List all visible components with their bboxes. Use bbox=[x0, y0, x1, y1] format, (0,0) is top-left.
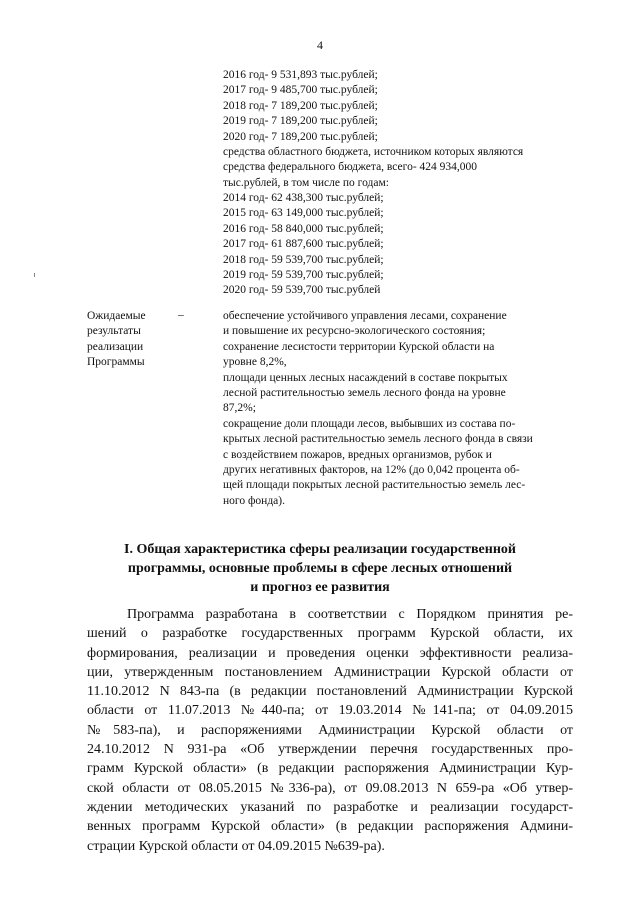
results-line: крытых лесной растительностью земель лесного фонда в связи bbox=[223, 433, 533, 446]
results-line: обеспечение устойчивого управления лесами, сохранение bbox=[223, 310, 507, 322]
heading-line: программы, основные проблемы в сфере лесных отношений bbox=[127, 561, 513, 576]
funding-line: 2017 год- 61 887,600 тыс.рублей; bbox=[223, 238, 384, 251]
funding-line: 2018 год- 7 189,200 тыс.рублей; bbox=[223, 99, 378, 112]
body-paragraph bbox=[87, 605, 573, 856]
results-line: площади ценных лесных насаждений в составе покрытых bbox=[223, 371, 508, 384]
intro-line: тыс.рублей, в том числе по годам: bbox=[223, 176, 389, 189]
funding-federal-list bbox=[223, 68, 579, 145]
body-line: ции, утвержденным постановлением Администрации Курской области от bbox=[87, 664, 573, 680]
body-line: венных программ Курской области» (в редакции распоряжения Админи- bbox=[87, 819, 573, 835]
funding-line: 2014 год- 62 438,300 тыс.рублей; bbox=[223, 192, 384, 204]
funding-line: 2020 год- 7 189,200 тыс.рублей; bbox=[223, 130, 378, 143]
results-line: сохранение лесистости территории Курской области на bbox=[223, 340, 495, 353]
funding-line: 2019 год- 7 189,200 тыс.рублей; bbox=[223, 115, 378, 128]
funding-line: 2019 год- 59 539,700 тыс.рублей; bbox=[223, 268, 384, 281]
heading-line: и прогноз ее развития bbox=[250, 580, 390, 595]
results-line: лесной растительностью земель лесного фонда на уровне bbox=[223, 386, 506, 399]
margin-mark bbox=[34, 273, 35, 277]
funding-line: 2015 год- 63 149,000 тыс.рублей; bbox=[223, 207, 384, 220]
body-line: шений о разработке государственных программ Курской области, их bbox=[87, 626, 573, 642]
body-line: 24.10.2012 N 931-ра «Об утверждении перечня государственных про- bbox=[87, 742, 573, 758]
results-dash: – bbox=[178, 309, 184, 321]
results-line: ного фонда). bbox=[223, 494, 285, 507]
results-line: 87,2%; bbox=[223, 402, 256, 415]
body-line: страции Курской области от 04.09.2015 №639-ра). bbox=[87, 838, 385, 854]
funding-line: 2020 год- 59 539,700 тыс.рублей bbox=[223, 284, 381, 297]
body-line: Программа разработана в соответствии с Порядком принятия ре- bbox=[127, 607, 573, 622]
body-line: грамм Курской области» (в редакции распоряжения Администрации Кур- bbox=[87, 761, 573, 777]
label-line: результаты bbox=[87, 325, 141, 338]
heading-line: I. Общая характеристика сферы реализации государственной bbox=[124, 542, 516, 557]
intro-line: средства областного бюджета, источником которых являются bbox=[223, 146, 524, 158]
results-line: и повышение их ресурсно-экологического состояния; bbox=[223, 325, 486, 338]
label-line: Программы bbox=[87, 356, 145, 369]
label-line: Ожидаемые bbox=[87, 310, 146, 322]
results-line: других негативных факторов, на 12% (до 0,042 процента об- bbox=[223, 463, 520, 476]
page-number: 4 bbox=[317, 38, 323, 52]
results-line: уровне 8,2%, bbox=[223, 356, 287, 369]
results-line: щей площади покрытых лесной растительностью земель лес- bbox=[223, 479, 526, 492]
regional-intro bbox=[223, 145, 579, 191]
body-line: формирования, реализации и проведения оценки эффективности реализа- bbox=[87, 645, 573, 661]
body-line: 11.10.2012 N 843-па (в редакции постановлений Администрации Курской bbox=[87, 684, 573, 700]
results-label bbox=[87, 309, 146, 371]
funding-line: 2016 год- 58 840,000 тыс.рублей; bbox=[223, 222, 384, 235]
body-line: ждении методических указаний по разработке и реализации государст- bbox=[87, 799, 573, 815]
body-line: области от 11.07.2013 №440-па; от 19.03.2014 №141-па; от 04.09.2015 bbox=[87, 703, 573, 719]
funding-line: 2017 год- 9 485,700 тыс.рублей; bbox=[223, 84, 378, 97]
results-text bbox=[223, 309, 579, 509]
body-line: ской области от 08.05.2015 №336-ра), от 09.08.2013 N 659-ра «Об утвер- bbox=[87, 780, 573, 796]
results-line: сокращение доли площади лесов, выбывших из состава по- bbox=[223, 417, 516, 430]
body-line: №583-па), и распоряжениями Администрации Курской области от bbox=[87, 722, 573, 738]
results-line: с воздействием пожаров, вредных организмов, рубок и bbox=[223, 448, 492, 461]
funding-line: 2016 год- 9 531,893 тыс.рублей; bbox=[223, 69, 378, 81]
label-line: реализации bbox=[87, 340, 144, 353]
funding-line: 2018 год- 59 539,700 тыс.рублей; bbox=[223, 253, 384, 266]
section-heading bbox=[60, 540, 580, 597]
intro-line: средства федерального бюджета, всего- 424 934,000 bbox=[223, 161, 478, 174]
funding-regional-list bbox=[223, 191, 579, 299]
